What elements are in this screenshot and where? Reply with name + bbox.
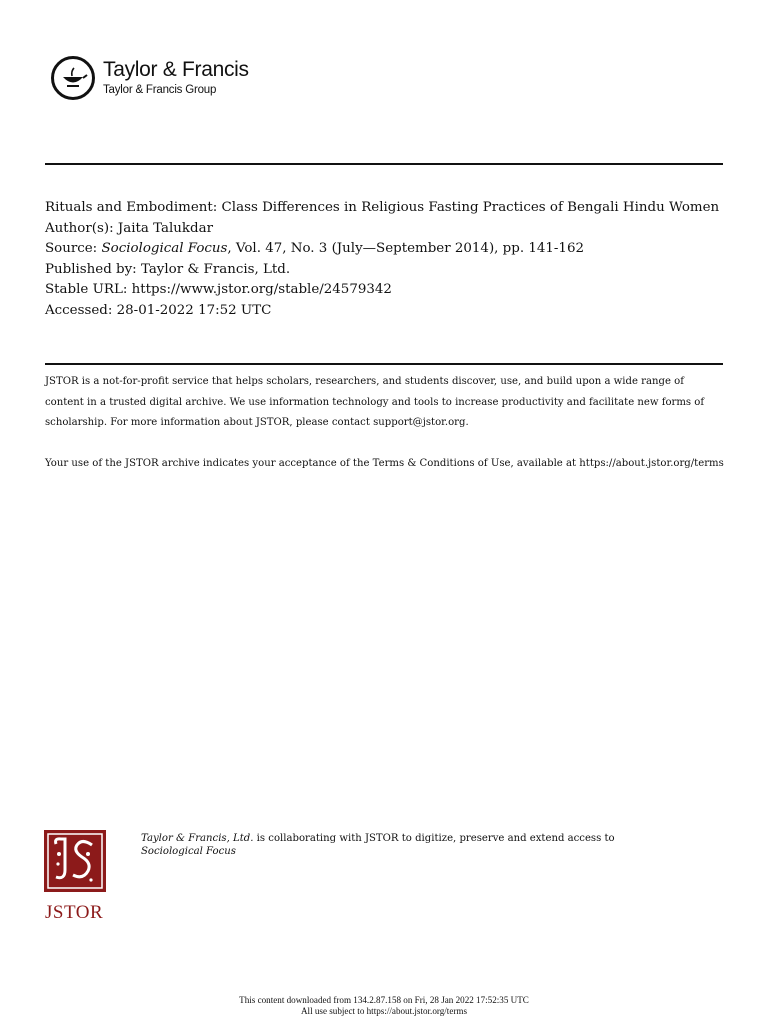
- middle-divider: [45, 363, 723, 365]
- stable-url-label: Stable URL:: [45, 282, 128, 298]
- author-label: Author(s):: [45, 220, 114, 236]
- accessed-line: [45, 301, 725, 322]
- notice-paragraph-1: JSTOR is a not-for-profit service that helps scholars, researchers, and students discover, use, and build upon a wide range of content in a trusted digital archive. We use information technology and tools to increase productivity and facilitate new forms of scholarship. For more information about JSTOR, please contact support@jstor.org.: [45, 376, 705, 429]
- jstor-notice: [45, 372, 725, 475]
- article-title: Rituals and Embodiment: Class Differences in Religious Fasting Practices of Bengali Hindu Women: [45, 200, 720, 215]
- footer-line-1: This content downloaded from 134.2.87.158 on Fri, 28 Jan 2022 17:52:35 UTC: [239, 995, 529, 1005]
- collab-journal: Sociological Focus: [141, 845, 236, 857]
- source-line: [45, 239, 725, 260]
- stable-url-link[interactable]: https://www.jstor.org/stable/24579342: [131, 282, 392, 298]
- notice-paragraph-2: Your use of the JSTOR archive indicates your acceptance of the Terms & Conditions of Use, available at https://about.jstor.org/terms: [45, 458, 724, 470]
- jstor-seal-icon: [44, 830, 106, 892]
- accessed-date: 28-01-2022 17:52 UTC: [116, 302, 272, 318]
- footer-line-2: All use subject to https://about.jstor.org/terms: [300, 1005, 468, 1016]
- stable-url-line: [45, 280, 725, 301]
- collab-text: is collaborating with JSTOR to digitize, preserve and extend access to: [253, 833, 615, 844]
- author-name: Jaita Talukdar: [117, 220, 213, 236]
- source-details: , Vol. 47, No. 3 (July—September 2014), pp. 141-162: [227, 241, 584, 257]
- lamp-icon: [51, 56, 95, 100]
- accessed-label: Accessed:: [45, 302, 113, 318]
- collaboration-statement: [141, 833, 741, 858]
- publisher-name: Taylor & Francis, Ltd.: [140, 261, 291, 277]
- journal-name: Sociological Focus: [101, 241, 228, 257]
- logo-name: Taylor & Francis: [103, 58, 249, 82]
- publisher-line: [45, 260, 725, 281]
- logo-group: Taylor & Francis Group: [103, 84, 217, 97]
- jstor-logo: [44, 830, 108, 924]
- author-line: [45, 219, 725, 240]
- jstor-wordmark: JSTOR: [45, 902, 104, 923]
- article-metadata: [45, 198, 725, 322]
- collab-publisher: Taylor & Francis, Ltd.: [141, 833, 254, 844]
- source-label: Source:: [45, 241, 98, 257]
- download-footer: [0, 995, 768, 1016]
- taylor-francis-logo: [51, 56, 249, 100]
- top-divider: [45, 163, 723, 165]
- publisher-label: Published by:: [45, 261, 137, 277]
